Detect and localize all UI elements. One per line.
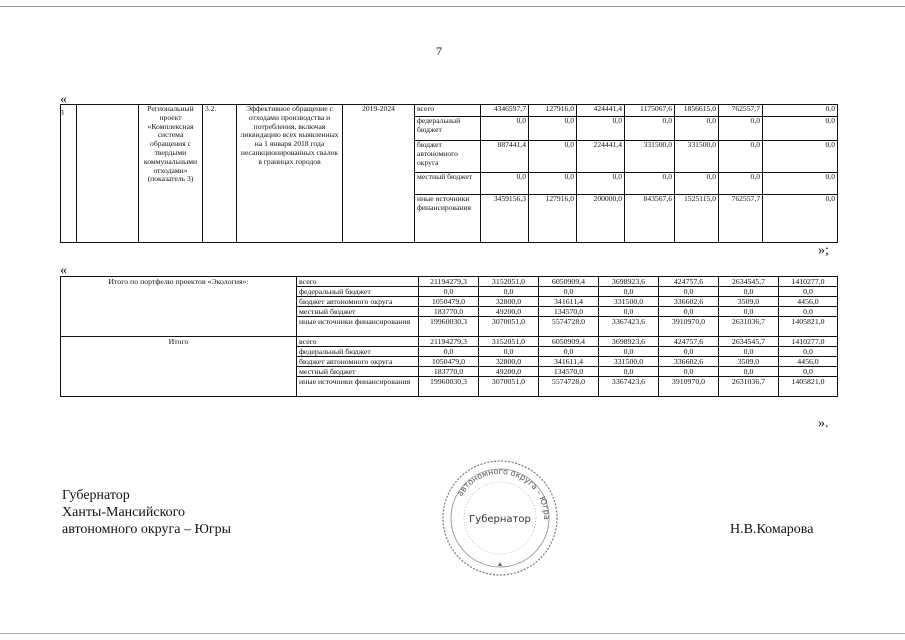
value-cell: 887441,4 (481, 141, 529, 173)
source-cell: всего (415, 105, 481, 117)
value-cell: 0,0 (577, 173, 625, 195)
value-cell: 331500,0 (675, 141, 719, 173)
value-cell: 0,0 (625, 173, 675, 195)
value-cell: 0,0 (479, 347, 539, 357)
value-cell: 331500,0 (599, 357, 659, 367)
value-cell: 1050479,0 (419, 297, 479, 307)
official-seal (440, 458, 560, 578)
value-cell: 6050909,4 (539, 277, 599, 287)
value-cell: 49200,0 (479, 367, 539, 377)
value-cell: 1405821,0 (779, 377, 838, 397)
empty-cell (77, 105, 139, 243)
value-cell: 0,0 (529, 141, 577, 173)
signer-title-line-1: Губернатор (62, 488, 130, 503)
value-cell: 0,0 (779, 367, 838, 377)
value-cell: 341611,4 (539, 297, 599, 307)
value-cell: 0,0 (659, 367, 719, 377)
value-cell: 0,0 (763, 141, 838, 173)
value-cell: 200000,0 (577, 195, 625, 243)
source-cell: федеральный бюджет (297, 287, 419, 297)
value-cell: 0,0 (675, 173, 719, 195)
signer-name: Н.В.Комарова (730, 522, 814, 537)
value-cell: 0,0 (659, 287, 719, 297)
code-cell: 3.2. (203, 105, 237, 243)
value-cell: 0,0 (659, 347, 719, 357)
value-cell: 127916,0 (529, 105, 577, 117)
value-cell: 0,0 (539, 287, 599, 297)
value-cell: 0,0 (529, 173, 577, 195)
value-cell: 2634545,7 (719, 337, 779, 347)
value-cell: 3910970,0 (659, 317, 719, 337)
value-cell: 0,0 (719, 307, 779, 317)
scan-bottom-edge (0, 633, 905, 634)
value-cell: 0,0 (763, 117, 838, 141)
value-cell: 3509,0 (719, 297, 779, 307)
row-index-label: 3 (60, 108, 64, 117)
value-cell: 4456,0 (779, 357, 838, 367)
source-cell: бюджет автономного округа (415, 141, 481, 173)
value-cell: 2631036,7 (719, 317, 779, 337)
value-cell: 0,0 (719, 173, 763, 195)
value-cell: 3459156,3 (481, 195, 529, 243)
value-cell: 0,0 (659, 307, 719, 317)
value-cell: 134570,0 (539, 307, 599, 317)
description-cell: Эффективное обращение с отходами производства и потребления, включая ликвидацию всех выявленных на 1 января 2018 года несанкционированных свалок в границах городов (237, 105, 343, 243)
value-cell: 331500,0 (625, 141, 675, 173)
value-cell: 0,0 (599, 347, 659, 357)
source-cell: бюджет автономного округа (297, 357, 419, 367)
value-cell: 336602,6 (659, 297, 719, 307)
value-cell: 49200,0 (479, 307, 539, 317)
value-cell: 3698923,6 (599, 277, 659, 287)
value-cell: 0,0 (599, 307, 659, 317)
table-regional-project-body (61, 105, 838, 243)
value-cell: 1175067,6 (625, 105, 675, 117)
value-cell: 5574728,0 (539, 317, 599, 337)
value-cell: 1405821,0 (779, 317, 838, 337)
value-cell: 0,0 (719, 367, 779, 377)
value-cell: 0,0 (599, 367, 659, 377)
table-portfolio-totals-body (61, 277, 838, 397)
signer-title-line-2: Ханты-Мансийского (62, 505, 186, 520)
value-cell: 0,0 (539, 347, 599, 357)
value-cell: 1410277,0 (779, 277, 838, 287)
value-cell: 762557,7 (719, 105, 763, 117)
value-cell: 3367423,6 (599, 377, 659, 397)
row-index-cell (61, 105, 77, 243)
value-cell: 19960030,3 (419, 377, 479, 397)
value-cell: 3910970,0 (659, 377, 719, 397)
signer-title-line-3: автономного округа – Югры (62, 522, 231, 537)
table-portfolio-totals (60, 276, 838, 397)
value-cell: 183770,0 (419, 307, 479, 317)
seal-star-icon (498, 562, 502, 566)
period-cell: 2019-2024 (343, 105, 415, 243)
table-row (61, 105, 838, 117)
source-cell: иные источники финансирования (297, 317, 419, 337)
value-cell: 3152051,0 (479, 277, 539, 287)
source-cell: местный бюджет (297, 367, 419, 377)
page-number: 7 (436, 44, 442, 58)
value-cell: 3152051,0 (479, 337, 539, 347)
source-cell: местный бюджет (415, 173, 481, 195)
value-cell: 0,0 (779, 347, 838, 357)
close-quote-1: »; (818, 243, 829, 258)
source-cell: федеральный бюджет (415, 117, 481, 141)
value-cell: 6050909,4 (539, 337, 599, 347)
source-cell: иные источники финансирования (415, 195, 481, 243)
value-cell: 843567,6 (625, 195, 675, 243)
open-quote-1: « (60, 92, 67, 107)
value-cell: 134570,0 (539, 367, 599, 377)
value-cell: 424441,4 (577, 105, 625, 117)
source-cell: всего (297, 277, 419, 287)
source-cell: иные источники финансирования (297, 377, 419, 397)
value-cell: 424757,6 (659, 337, 719, 347)
source-cell: бюджет автономного округа (297, 297, 419, 307)
value-cell: 2631036,7 (719, 377, 779, 397)
source-cell: всего (297, 337, 419, 347)
value-cell: 0,0 (763, 195, 838, 243)
value-cell: 224441,4 (577, 141, 625, 173)
signature-block (62, 487, 231, 538)
project-name-cell: Региональный проект «Комплексная система обращения с твердыми коммунальными отходами» (показатель 3) (139, 105, 203, 243)
value-cell: 1050479,0 (419, 357, 479, 367)
table-regional-project (60, 104, 838, 243)
value-cell: 3698923,6 (599, 337, 659, 347)
value-cell: 1856615,0 (675, 105, 719, 117)
value-cell: 0,0 (419, 287, 479, 297)
seal-ring-text: автономного округа – Югра (455, 466, 552, 520)
value-cell: 127916,0 (529, 195, 577, 243)
value-cell: 0,0 (675, 117, 719, 141)
value-cell: 0,0 (779, 287, 838, 297)
value-cell: 1410277,0 (779, 337, 838, 347)
value-cell: 0,0 (481, 173, 529, 195)
value-cell: 21194279,3 (419, 277, 479, 287)
value-cell: 424757,6 (659, 277, 719, 287)
scan-top-edge (0, 6, 905, 7)
value-cell: 0,0 (719, 117, 763, 141)
table-row (61, 337, 838, 347)
open-quote-2: « (60, 263, 67, 278)
value-cell: 4456,0 (779, 297, 838, 307)
value-cell: 3509,0 (719, 357, 779, 367)
value-cell: 0,0 (625, 117, 675, 141)
value-cell: 0,0 (577, 117, 625, 141)
value-cell: 0,0 (719, 287, 779, 297)
value-cell: 0,0 (419, 347, 479, 357)
source-cell: местный бюджет (297, 307, 419, 317)
value-cell: 762557,7 (719, 195, 763, 243)
value-cell: 0,0 (763, 173, 838, 195)
value-cell: 0,0 (481, 117, 529, 141)
value-cell: 2634545,7 (719, 277, 779, 287)
value-cell: 0,0 (763, 105, 838, 117)
source-cell: федеральный бюджет (297, 347, 419, 357)
value-cell: 183770,0 (419, 367, 479, 377)
seal-center-text: Губернатор (469, 514, 531, 525)
value-cell: 0,0 (779, 307, 838, 317)
value-cell: 0,0 (719, 347, 779, 357)
value-cell: 21194279,3 (419, 337, 479, 347)
value-cell: 1525115,0 (675, 195, 719, 243)
table-row (61, 277, 838, 287)
group-title-cell: Итого по портфелю проектов «Экология»: (61, 277, 297, 337)
value-cell: 32800,0 (479, 357, 539, 367)
value-cell: 0,0 (719, 141, 763, 173)
value-cell: 5574728,0 (539, 377, 599, 397)
value-cell: 0,0 (479, 287, 539, 297)
value-cell: 3070051,0 (479, 377, 539, 397)
value-cell: 3367423,6 (599, 317, 659, 337)
value-cell: 336602,6 (659, 357, 719, 367)
value-cell: 0,0 (529, 117, 577, 141)
value-cell: 32800,0 (479, 297, 539, 307)
group-title-cell: Итого (61, 337, 297, 397)
value-cell: 3070051,0 (479, 317, 539, 337)
value-cell: 0,0 (599, 287, 659, 297)
value-cell: 331500,0 (599, 297, 659, 307)
value-cell: 341611,4 (539, 357, 599, 367)
close-quote-2: ». (818, 416, 829, 431)
value-cell: 4346597,7 (481, 105, 529, 117)
value-cell: 19960030,3 (419, 317, 479, 337)
